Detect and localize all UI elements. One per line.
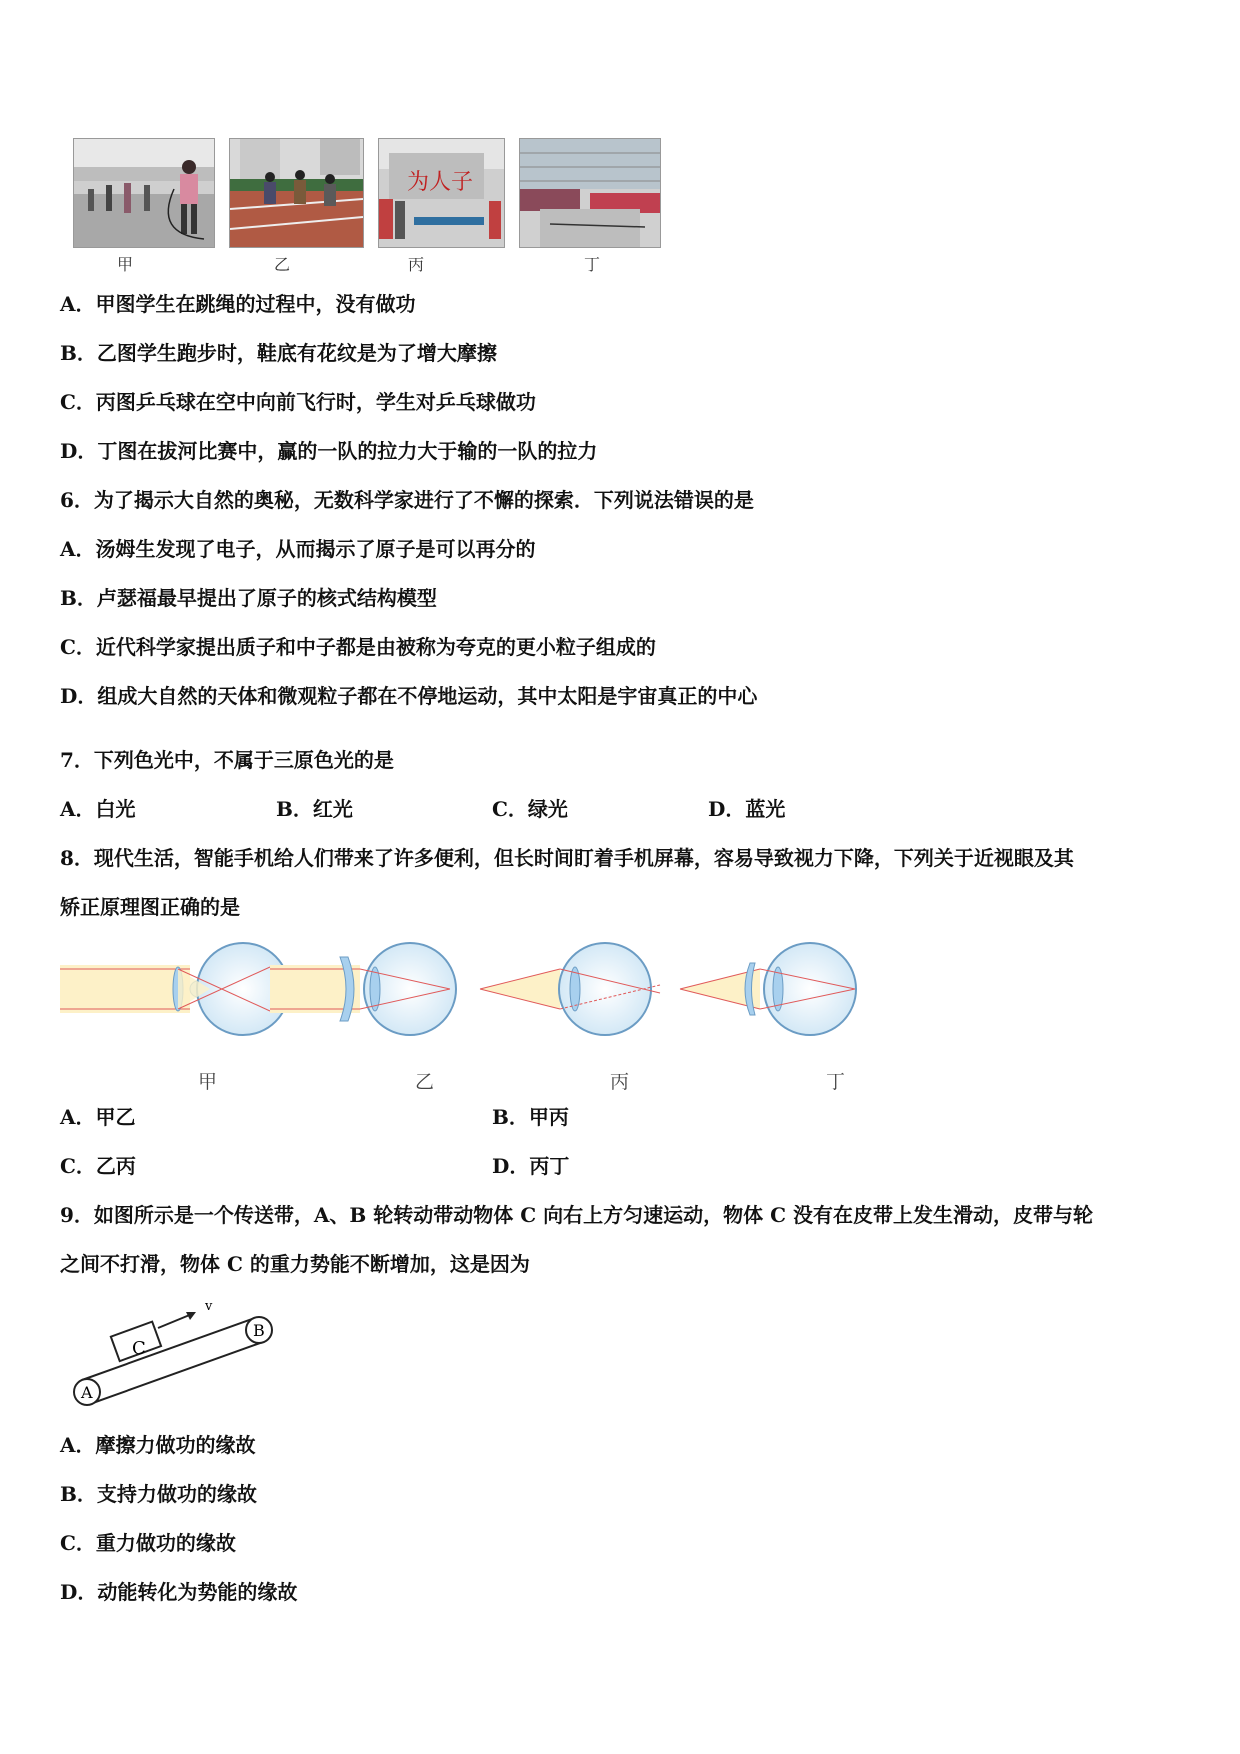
- q7-option-a: A．白光: [60, 797, 136, 821]
- table-tennis-photo: [378, 138, 505, 248]
- q7-option-c: C．绿光: [492, 797, 568, 821]
- q9-option-c: C．重力做功的缘故: [60, 1531, 236, 1555]
- q8-option-b: B．甲丙: [492, 1105, 569, 1129]
- conveyor-belt-diagram: [60, 1300, 280, 1420]
- photo-caption-yi: 乙: [274, 255, 291, 274]
- q8-stem-line1: 8．现代生活，智能手机给人们带来了许多便利，但长时间盯着手机屏幕，容易导致视力下降，下列关于近视眼及其: [60, 846, 1074, 870]
- wheel-a-label: A: [81, 1383, 93, 1402]
- wheel-b-label: B: [253, 1321, 265, 1340]
- q8-stem-line2: 矫正原理图正确的是: [60, 895, 240, 919]
- q7-option-b: B．红光: [276, 797, 353, 821]
- q5-option-d: D．丁图在拔河比赛中，赢的一队的拉力大于输的一队的拉力: [60, 439, 598, 463]
- photo-caption-ding: 丁: [584, 255, 601, 274]
- photo-caption-bing: 丙: [408, 255, 425, 274]
- eye-caption-yi: 乙: [415, 1071, 435, 1093]
- q5-option-b: B．乙图学生跑步时，鞋底有花纹是为了增大摩擦: [60, 341, 497, 365]
- photo-sign-text: 为人子: [407, 170, 474, 195]
- q8-option-c: C．乙丙: [60, 1154, 136, 1178]
- q6-stem: 6．为了揭示大自然的奥秘，无数科学家进行了不懈的探索．下列说法错误的是: [60, 488, 754, 512]
- eye-diagram-bing: [480, 943, 660, 1035]
- q6-option-a: A．汤姆生发现了电子，从而揭示了原子是可以再分的: [60, 537, 536, 561]
- q9-stem-line1: 9．如图所示是一个传送带，A、B 轮转动带动物体 C 向右上方匀速运动，物体 C 没有在皮带上发生滑动，皮带与轮: [60, 1203, 1093, 1227]
- q6-option-d: D．组成大自然的天体和微观粒子都在不停地运动，其中太阳是宇宙真正的中心: [60, 684, 758, 708]
- eye-caption-ding: 丁: [826, 1071, 846, 1093]
- q5-option-c: C．丙图乒乓球在空中向前飞行时，学生对乒乓球做功: [60, 390, 536, 414]
- q7-stem: 7．下列色光中，不属于三原色光的是: [60, 748, 394, 772]
- eye-diagrams: [60, 935, 900, 1060]
- photo-caption-jia: 甲: [117, 255, 134, 274]
- q9-option-b: B．支持力做功的缘故: [60, 1482, 257, 1506]
- q6-option-b: B．卢瑟福最早提出了原子的核式结构模型: [60, 586, 437, 610]
- tug-of-war-photo: [519, 138, 661, 248]
- jump-rope-photo: [73, 138, 215, 248]
- q8-option-a: A．甲乙: [60, 1105, 136, 1129]
- eye-diagram-yi: [270, 943, 456, 1035]
- running-track-photo: [229, 138, 364, 248]
- block-c-label: C: [132, 1338, 146, 1359]
- q9-option-a: A．摩擦力做功的缘故: [60, 1433, 256, 1457]
- eye-caption-bing: 丙: [610, 1071, 630, 1093]
- q9-stem-line2: 之间不打滑，物体 C 的重力势能不断增加，这是因为: [60, 1252, 530, 1276]
- q9-option-d: D．动能转化为势能的缘故: [60, 1580, 298, 1604]
- q8-option-d: D．丙丁: [492, 1154, 570, 1178]
- q7-option-d: D．蓝光: [708, 797, 786, 821]
- eye-diagram-ding: [680, 943, 856, 1035]
- q5-option-a: A．甲图学生在跳绳的过程中，没有做功: [60, 292, 416, 316]
- q6-option-c: C．近代科学家提出质子和中子都是由被称为夸克的更小粒子组成的: [60, 635, 656, 659]
- eye-diagram-jia: [60, 943, 289, 1035]
- velocity-label: v: [205, 1300, 213, 1314]
- eye-caption-jia: 甲: [198, 1071, 218, 1093]
